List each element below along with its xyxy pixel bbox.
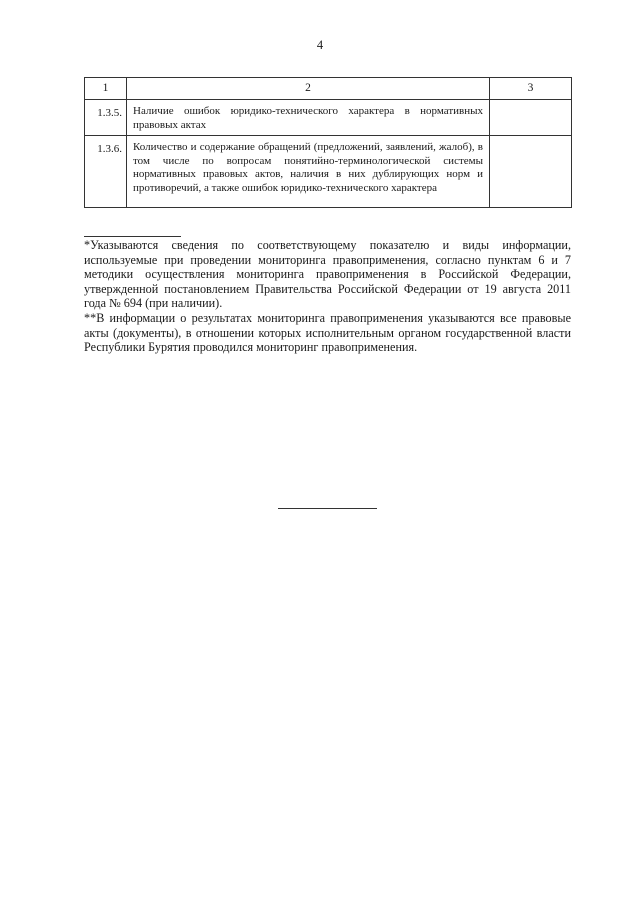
- end-separator: [278, 508, 377, 509]
- row-text: Количество и содержание обращений (предложений, заявлений, жалоб), в том числе по вопросам понятийно-терминологической системы нормативных правовых актов, наличия в них дублирующих норм и противоречий, а также ошибок юридико-технического характера: [127, 136, 490, 208]
- row-number: 1.3.5.: [85, 100, 127, 136]
- footnote-separator: [84, 236, 181, 237]
- table-row: [85, 100, 572, 136]
- monitoring-table: [84, 77, 572, 208]
- table-header-row: [85, 78, 572, 100]
- table-header-cell: 1: [85, 78, 127, 100]
- row-value: [490, 100, 572, 136]
- footnotes: [84, 238, 571, 355]
- page-number: 4: [316, 38, 324, 52]
- table-row: [85, 136, 572, 208]
- table-header-cell: 3: [490, 78, 572, 100]
- row-value: [490, 136, 572, 208]
- table-header-cell: 2: [127, 78, 490, 100]
- row-text: Наличие ошибок юридико-технического характера в нормативных правовых актах: [127, 100, 490, 136]
- row-number: 1.3.6.: [85, 136, 127, 208]
- footnote-2: **В информации о результатах мониторинга правоприменения указываются все правовые акты (документы), в отношении которых исполнительным органом государственной власти Республики Бурятия проводился мониторинг правоприменения.: [84, 310, 571, 355]
- footnote-1: *Указываются сведения по соответствующему показателю и виды информации, используемые при проведении мониторинга правоприменения, согласно пунктам 6 и 7 методики осуществления мониторинга правоприменения в Российской Федерации, утвержденной постановлением Правительства Российской Федерации от 19 августа 2011 года № 694 (при наличии).: [84, 238, 571, 311]
